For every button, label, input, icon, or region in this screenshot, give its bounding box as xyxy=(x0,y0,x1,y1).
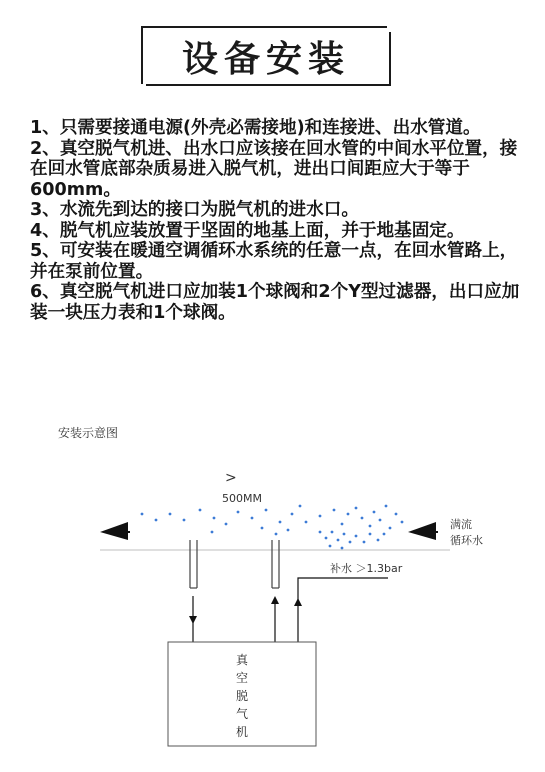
machine-label-char-5: 机 xyxy=(235,725,249,739)
machine-label-char-4: 气 xyxy=(235,707,249,721)
distance-value: 500MM xyxy=(222,492,262,505)
instruction-item-3: 3、水流先到达的接口为脱气机的进水口。 xyxy=(30,200,359,220)
makeup-water-line xyxy=(298,578,388,642)
instruction-item-6: 6、真空脱气机进口应加装1个球阀和2个Y型过滤器，出口应加装一块压力表和1个球阀。 xyxy=(30,282,520,323)
diagram-label: 安装示意图 xyxy=(58,426,119,440)
machine-label-char-2: 空 xyxy=(235,671,249,685)
makeup-arrow-head xyxy=(294,598,302,606)
makeup-water-label: 补水 ＞1.3bar xyxy=(330,562,403,575)
installation-diagram xyxy=(30,410,530,768)
instruction-item-5: 5、可安装在暖通空调循环水系统的任意一点，在回水管路上，并在泵前位置。 xyxy=(30,241,518,282)
instruction-item-2: 2、真空脱气机进、出水口应该接在回水管的中间水平位置，接在回水管底部杂质易进入脱气机，进出口间距应大于等于600mm。 xyxy=(30,138,518,200)
instruction-item-1: 1、只需要接通电源(外壳必需接地)和连接进、出水管道。 xyxy=(30,118,481,138)
outlet-pipe xyxy=(272,540,279,588)
instruction-list xyxy=(30,118,530,323)
outlet-arrow-head xyxy=(271,596,279,604)
diagram-drawing xyxy=(30,410,530,768)
flow-label-circulating: 循环水 xyxy=(450,534,483,547)
machine-label-char-1: 真 xyxy=(235,653,249,667)
machine-label-char-3: 脱 xyxy=(235,689,249,703)
page-title: 设备安装 xyxy=(181,38,350,80)
instruction-item-4: 4、脱气机应装放置于坚固的地基上面，并于地基固定。 xyxy=(30,220,465,241)
flow-label-full: 满流 xyxy=(450,518,472,531)
distance-symbol: > xyxy=(225,470,237,486)
inlet-pipe xyxy=(190,540,197,588)
